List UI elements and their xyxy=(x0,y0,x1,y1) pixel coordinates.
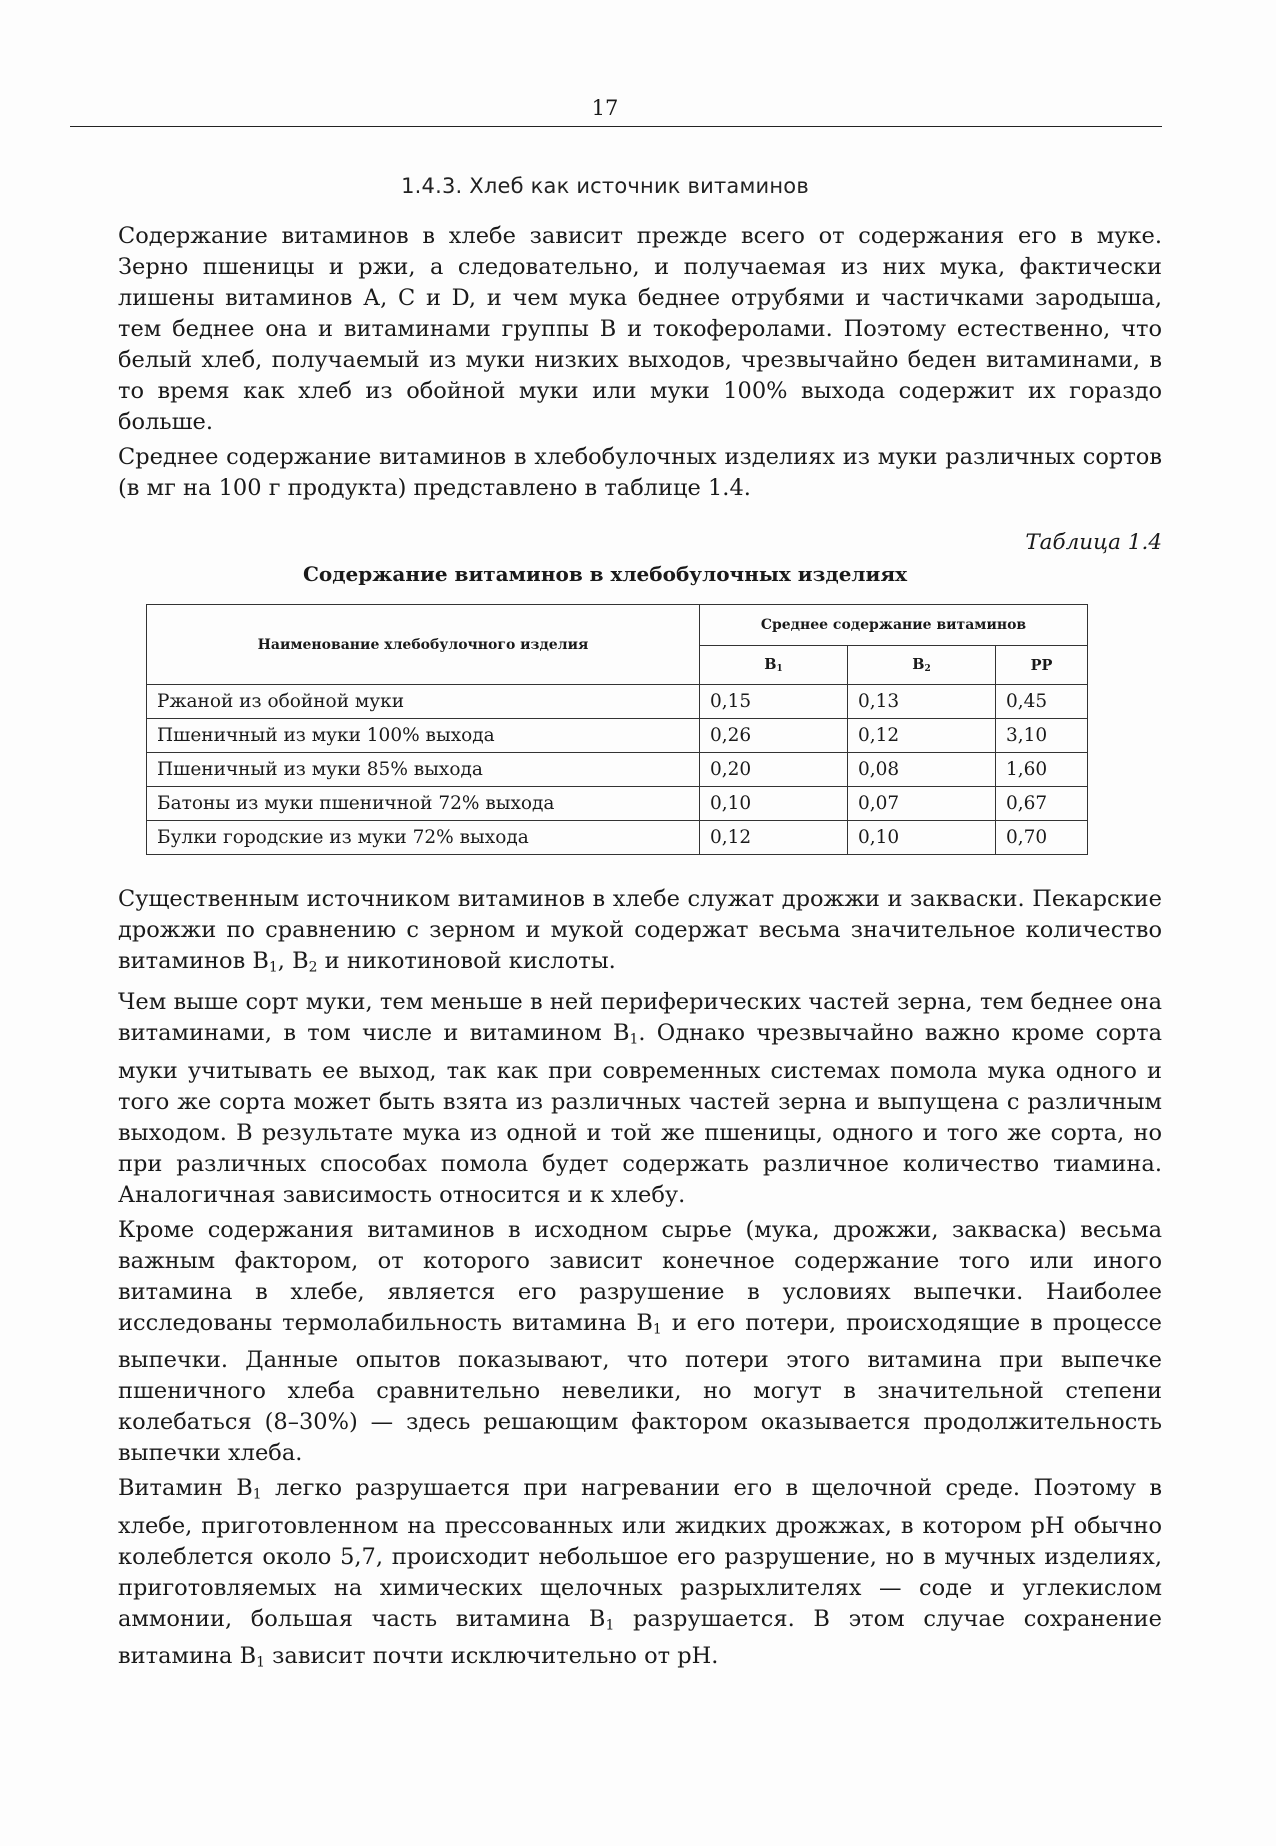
row-b1: 0,26 xyxy=(700,719,848,753)
section-title: 1.4.3. Хлеб как источник витаминов xyxy=(401,174,809,198)
page-number: 17 xyxy=(591,96,619,120)
row-b2: 0,07 xyxy=(848,787,996,821)
row-name: Ржаной из обойной муки xyxy=(147,685,700,719)
header-product-name: Наименование хлебобулочного изделия xyxy=(147,605,700,685)
paragraph-1: Содержание витаминов в хлебе зависит прежде всего от содержания его в муке. Зерно пшеницы и ржи, а следовательно, и получаемая из них мука, фактически лишены витаминов А, С и D, и чем мука беднее отрубями и частичками зародыша, тем беднее она и витаминами группы В и токоферолами. Поэтому естественно, что белый хлеб, получаемый из муки низких выходов, чрезвычайно беден витаминами, в то время как хлеб из обойной муки или муки 100% выхода содержит их гораздо больше. xyxy=(118,223,1162,435)
main-text xyxy=(118,884,1162,1679)
row-b2: 0,13 xyxy=(848,685,996,719)
table-row xyxy=(147,821,1088,855)
table-row xyxy=(147,719,1088,753)
row-b2: 0,08 xyxy=(848,753,996,787)
header-pp: РР xyxy=(996,646,1088,685)
row-name: Батоны из муки пшеничной 72% выхода xyxy=(147,787,700,821)
row-b2: 0,12 xyxy=(848,719,996,753)
paragraph-5: Кроме содержания витаминов в исходном сырье (мука, дрожжи, закваска) весьма важным фактором, от которого зависит конечное содержание того или иного витамина в хлебе, является его разрушение в условиях выпечки. Наиболее исследованы термолабильность витамина $В_1$ и его потери, происходящие в процессе выпечки. Данные опытов показывают, что потери этого витамина при выпечке пшеничного хлеба сравнительно невелики, но могут в значительной степени колебаться (8–30%) — здесь решающим фактором оказывается продолжительность выпечки хлеба. xyxy=(118,1216,1162,1467)
row-b1: 0,15 xyxy=(700,685,848,719)
row-pp: 0,45 xyxy=(996,685,1088,719)
table-title: Содержание витаминов в хлебобулочных изделиях xyxy=(302,562,908,586)
header-vitamin-group: Среднее содержание витаминов xyxy=(700,605,1088,646)
table-row xyxy=(147,753,1088,787)
row-name: Пшеничный из муки 85% выхода xyxy=(147,753,700,787)
table-row xyxy=(147,787,1088,821)
intro-text xyxy=(118,221,1162,504)
row-name: Пшеничный из муки 100% выхода xyxy=(147,719,700,753)
paragraph-2: Среднее содержание витаминов в хлебобулочных изделиях из муки различных сортов (в мг на 100 г продукта) представлено в таблице 1.4. xyxy=(118,444,1162,501)
header-rule xyxy=(70,126,1162,127)
header-b1: $В_1$ xyxy=(700,646,848,685)
row-b1: 0,10 xyxy=(700,787,848,821)
row-b2: 0,10 xyxy=(848,821,996,855)
row-name: Булки городские из муки 72% выхода xyxy=(147,821,700,855)
row-b1: 0,20 xyxy=(700,753,848,787)
paragraph-6: Витамин $В_1$ легко разрушается при нагревании его в щелочной среде. Поэтому в хлебе, приготовленном на прессованных или жидких дрожжах, в котором рН обычно колеблется около 5,7, происходит небольшое его разрушение, но в мучных изделиях, приготовляемых на химических щелочных разрыхлителях — соде и углекислом аммонии, большая часть витамина $В_1$ разрушается. В этом случае сохранение витамина $В_1$ зависит почти исключительно от рН. xyxy=(118,1475,1162,1671)
table-label: Таблица 1.4 xyxy=(1025,530,1162,555)
table-row xyxy=(147,685,1088,719)
paragraph-3: Существенным источником витаминов в хлебе служат дрожжи и закваски. Пекарские дрожжи по сравнению с зерном и мукой содержат весьма значительное количество витаминов $В_1$, $В_2$ и никотиновой кислоты. xyxy=(118,886,1162,976)
row-pp: 0,70 xyxy=(996,821,1088,855)
paragraph-4: Чем выше сорт муки, тем меньше в ней периферических частей зерна, тем беднее она витаминами, в том числе и витамином $В_1$. Однако чрезвычайно важно кроме сорта муки учитывать ее выход, так как при современных системах помола мука одного и того же сорта может быть взята из различных частей зерна и выпущена с различным выходом. В результате мука из одной и той же пшеницы, одного и того же сорта, но при различных способах помола будет содержать различное количество тиамина. Аналогичная зависимость относится и к хлебу. xyxy=(118,989,1162,1208)
row-pp: 0,67 xyxy=(996,787,1088,821)
vitamin-table xyxy=(146,604,1088,855)
row-b1: 0,12 xyxy=(700,821,848,855)
row-pp: 1,60 xyxy=(996,753,1088,787)
row-pp: 3,10 xyxy=(996,719,1088,753)
header-b2: $В_2$ xyxy=(848,646,996,685)
